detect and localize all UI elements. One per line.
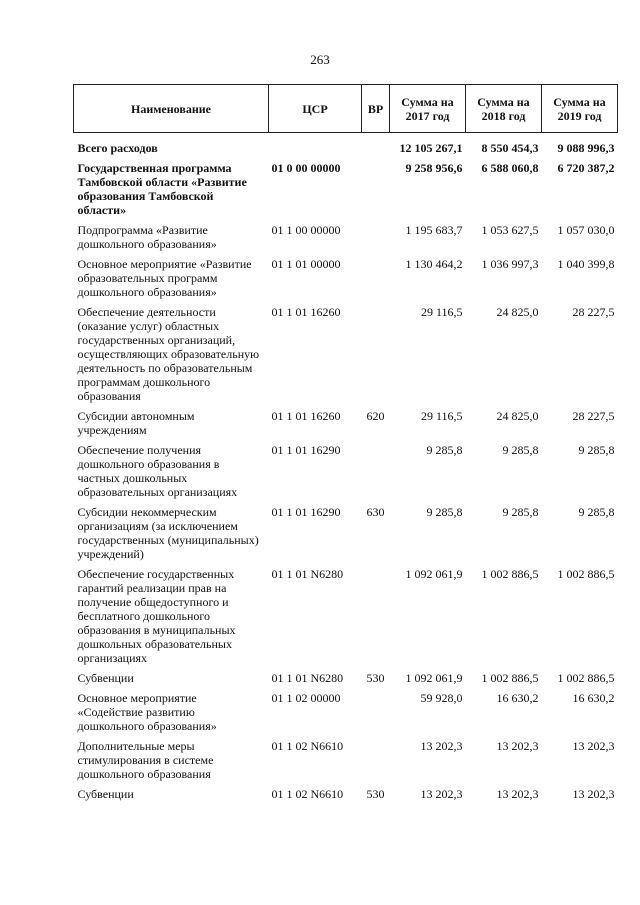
row-csr: 01 1 02 00000 [271, 691, 341, 705]
row-2018: 24 825,0 [496, 409, 539, 423]
table-row [74, 257, 618, 305]
row-2019: 13 202,3 [572, 739, 615, 753]
row-csr: 01 1 01 N6280 [271, 671, 344, 685]
row-name: Всего расходов [77, 141, 158, 155]
row-vr [362, 567, 390, 671]
table-row [74, 567, 618, 671]
table-row [74, 505, 618, 567]
header-2019: Сумма на 2019 год [542, 85, 618, 133]
row-2017: 59 928,0 [420, 691, 463, 705]
header-csr: ЦСР [269, 85, 362, 133]
header-name: Наименование [74, 85, 269, 133]
row-vr [362, 257, 390, 305]
row-2018: 9 285,8 [502, 443, 539, 457]
row-csr: 01 1 01 16290 [271, 505, 341, 519]
row-2018: 8 550 454,3 [481, 141, 539, 155]
table-row [74, 161, 618, 223]
row-name: Государственная программа Тамбовской области «Развитие образования Тамбовской области» [77, 161, 247, 217]
row-name: Основное мероприятие «Содействие развитию дошкольного образования» [77, 691, 217, 733]
row-2019: 6 720 387,2 [557, 161, 615, 175]
row-name: Субвенции [77, 671, 134, 685]
row-csr: 01 1 01 N6280 [271, 567, 344, 581]
row-name: Обеспечение государственных гарантий реализации прав на получение общедоступного и бесплатного дошкольного образования в муниципальных дошкольных образовательных организациях [77, 567, 236, 665]
table-row [74, 305, 618, 409]
budget-table [73, 84, 618, 807]
row-vr [362, 739, 390, 787]
table-row [74, 133, 618, 162]
row-name: Основное мероприятие «Развитие образовательных программ дошкольного образования» [77, 257, 252, 299]
row-2018: 1 002 886,5 [481, 671, 539, 685]
row-csr: 01 1 01 16260 [271, 305, 341, 319]
table-header-row [74, 85, 618, 133]
row-name: Обеспечение деятельности (оказание услуг) областных государственных организаций, осуществляющих образовательную деятельность по образовательным программам дошкольного образования [77, 305, 260, 403]
row-2017: 12 105 267,1 [399, 141, 463, 155]
row-csr [269, 133, 362, 162]
row-vr: 630 [366, 505, 385, 519]
row-csr: 01 1 02 N6610 [271, 787, 344, 801]
header-2017: Сумма на 2017 год [390, 85, 466, 133]
row-2019: 1 002 886,5 [557, 671, 615, 685]
row-2019: 1 057 030,0 [557, 223, 615, 237]
row-2019: 28 227,5 [572, 305, 615, 319]
row-2019: 1 002 886,5 [557, 567, 615, 581]
row-2018: 6 588 060,8 [481, 161, 539, 175]
row-name: Дополнительные меры стимулирования в системе дошкольного образования [77, 739, 214, 781]
row-2017: 1 195 683,7 [405, 223, 463, 237]
table-row [74, 671, 618, 691]
row-vr [362, 691, 390, 739]
row-2019: 9 285,8 [578, 505, 615, 519]
table-row [74, 739, 618, 787]
page-number: 263 [310, 52, 330, 67]
row-2018: 13 202,3 [496, 787, 539, 801]
row-2018: 9 285,8 [502, 505, 539, 519]
row-2019: 9 285,8 [578, 443, 615, 457]
row-2017: 29 116,5 [420, 409, 463, 423]
row-2019: 16 630,2 [572, 691, 615, 705]
row-name: Субсидии автономным учреждениям [77, 409, 195, 437]
header-2018: Сумма на 2018 год [466, 85, 542, 133]
table-row [74, 787, 618, 807]
row-name: Субвенции [77, 787, 134, 801]
row-2018: 1 053 627,5 [481, 223, 539, 237]
row-2017: 29 116,5 [420, 305, 463, 319]
row-2018: 16 630,2 [496, 691, 539, 705]
row-name: Субсидии некоммерческим организациям (за исключением государственных (муниципальных) учреждений) [77, 505, 259, 561]
header-vr: ВР [362, 85, 390, 133]
row-csr: 01 1 01 00000 [271, 257, 341, 271]
row-vr [362, 161, 390, 223]
row-csr: 01 1 01 16260 [271, 409, 341, 423]
row-2017: 1 092 061,9 [405, 671, 463, 685]
table-row [74, 443, 618, 505]
row-2017: 13 202,3 [420, 739, 463, 753]
row-2019: 28 227,5 [572, 409, 615, 423]
row-2019: 13 202,3 [572, 787, 615, 801]
row-vr: 530 [366, 787, 385, 801]
row-2017: 1 130 464,2 [405, 257, 463, 271]
row-2017: 13 202,3 [420, 787, 463, 801]
row-2018: 13 202,3 [496, 739, 539, 753]
row-2017: 9 285,8 [426, 505, 463, 519]
row-csr: 01 1 01 16290 [271, 443, 341, 457]
row-2018: 24 825,0 [496, 305, 539, 319]
row-csr: 01 0 00 00000 [271, 161, 341, 175]
row-csr: 01 1 00 00000 [271, 223, 341, 237]
row-2017: 9 285,8 [426, 443, 463, 457]
table-row [74, 691, 618, 739]
row-vr [362, 443, 390, 505]
row-name: Обеспечение получения дошкольного образования в частных дошкольных образовательных организациях [77, 443, 238, 499]
row-2017: 1 092 061,9 [405, 567, 463, 581]
row-name: Подпрограмма «Развитие дошкольного образования» [77, 223, 217, 251]
row-2019: 9 088 996,3 [557, 141, 615, 155]
row-2018: 1 002 886,5 [481, 567, 539, 581]
row-vr [362, 223, 390, 257]
row-vr: 530 [366, 671, 385, 685]
row-2018: 1 036 997,3 [481, 257, 539, 271]
table-row [74, 409, 618, 443]
row-2017: 9 258 956,6 [405, 161, 463, 175]
row-vr [362, 133, 390, 162]
table-row [74, 223, 618, 257]
row-2019: 1 040 399,8 [557, 257, 615, 271]
row-csr: 01 1 02 N6610 [271, 739, 344, 753]
row-vr: 620 [366, 409, 385, 423]
row-vr [362, 305, 390, 409]
